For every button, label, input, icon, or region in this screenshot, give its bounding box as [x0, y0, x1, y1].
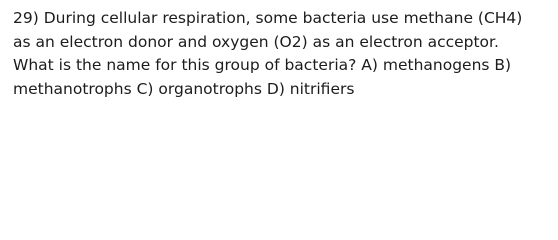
question-line: 29) During cellular respiration, some bacteria use methane (CH4) [13, 9, 523, 27]
question-text [13, 7, 553, 101]
question-line: What is the name for this group of bacteria? A) methanogens B) [13, 56, 512, 74]
question-line: methanotrophs C) organotrophs D) nitrifiers [13, 79, 355, 98]
question-line: as an electron donor and oxygen (O2) as an electron acceptor. [13, 32, 499, 51]
